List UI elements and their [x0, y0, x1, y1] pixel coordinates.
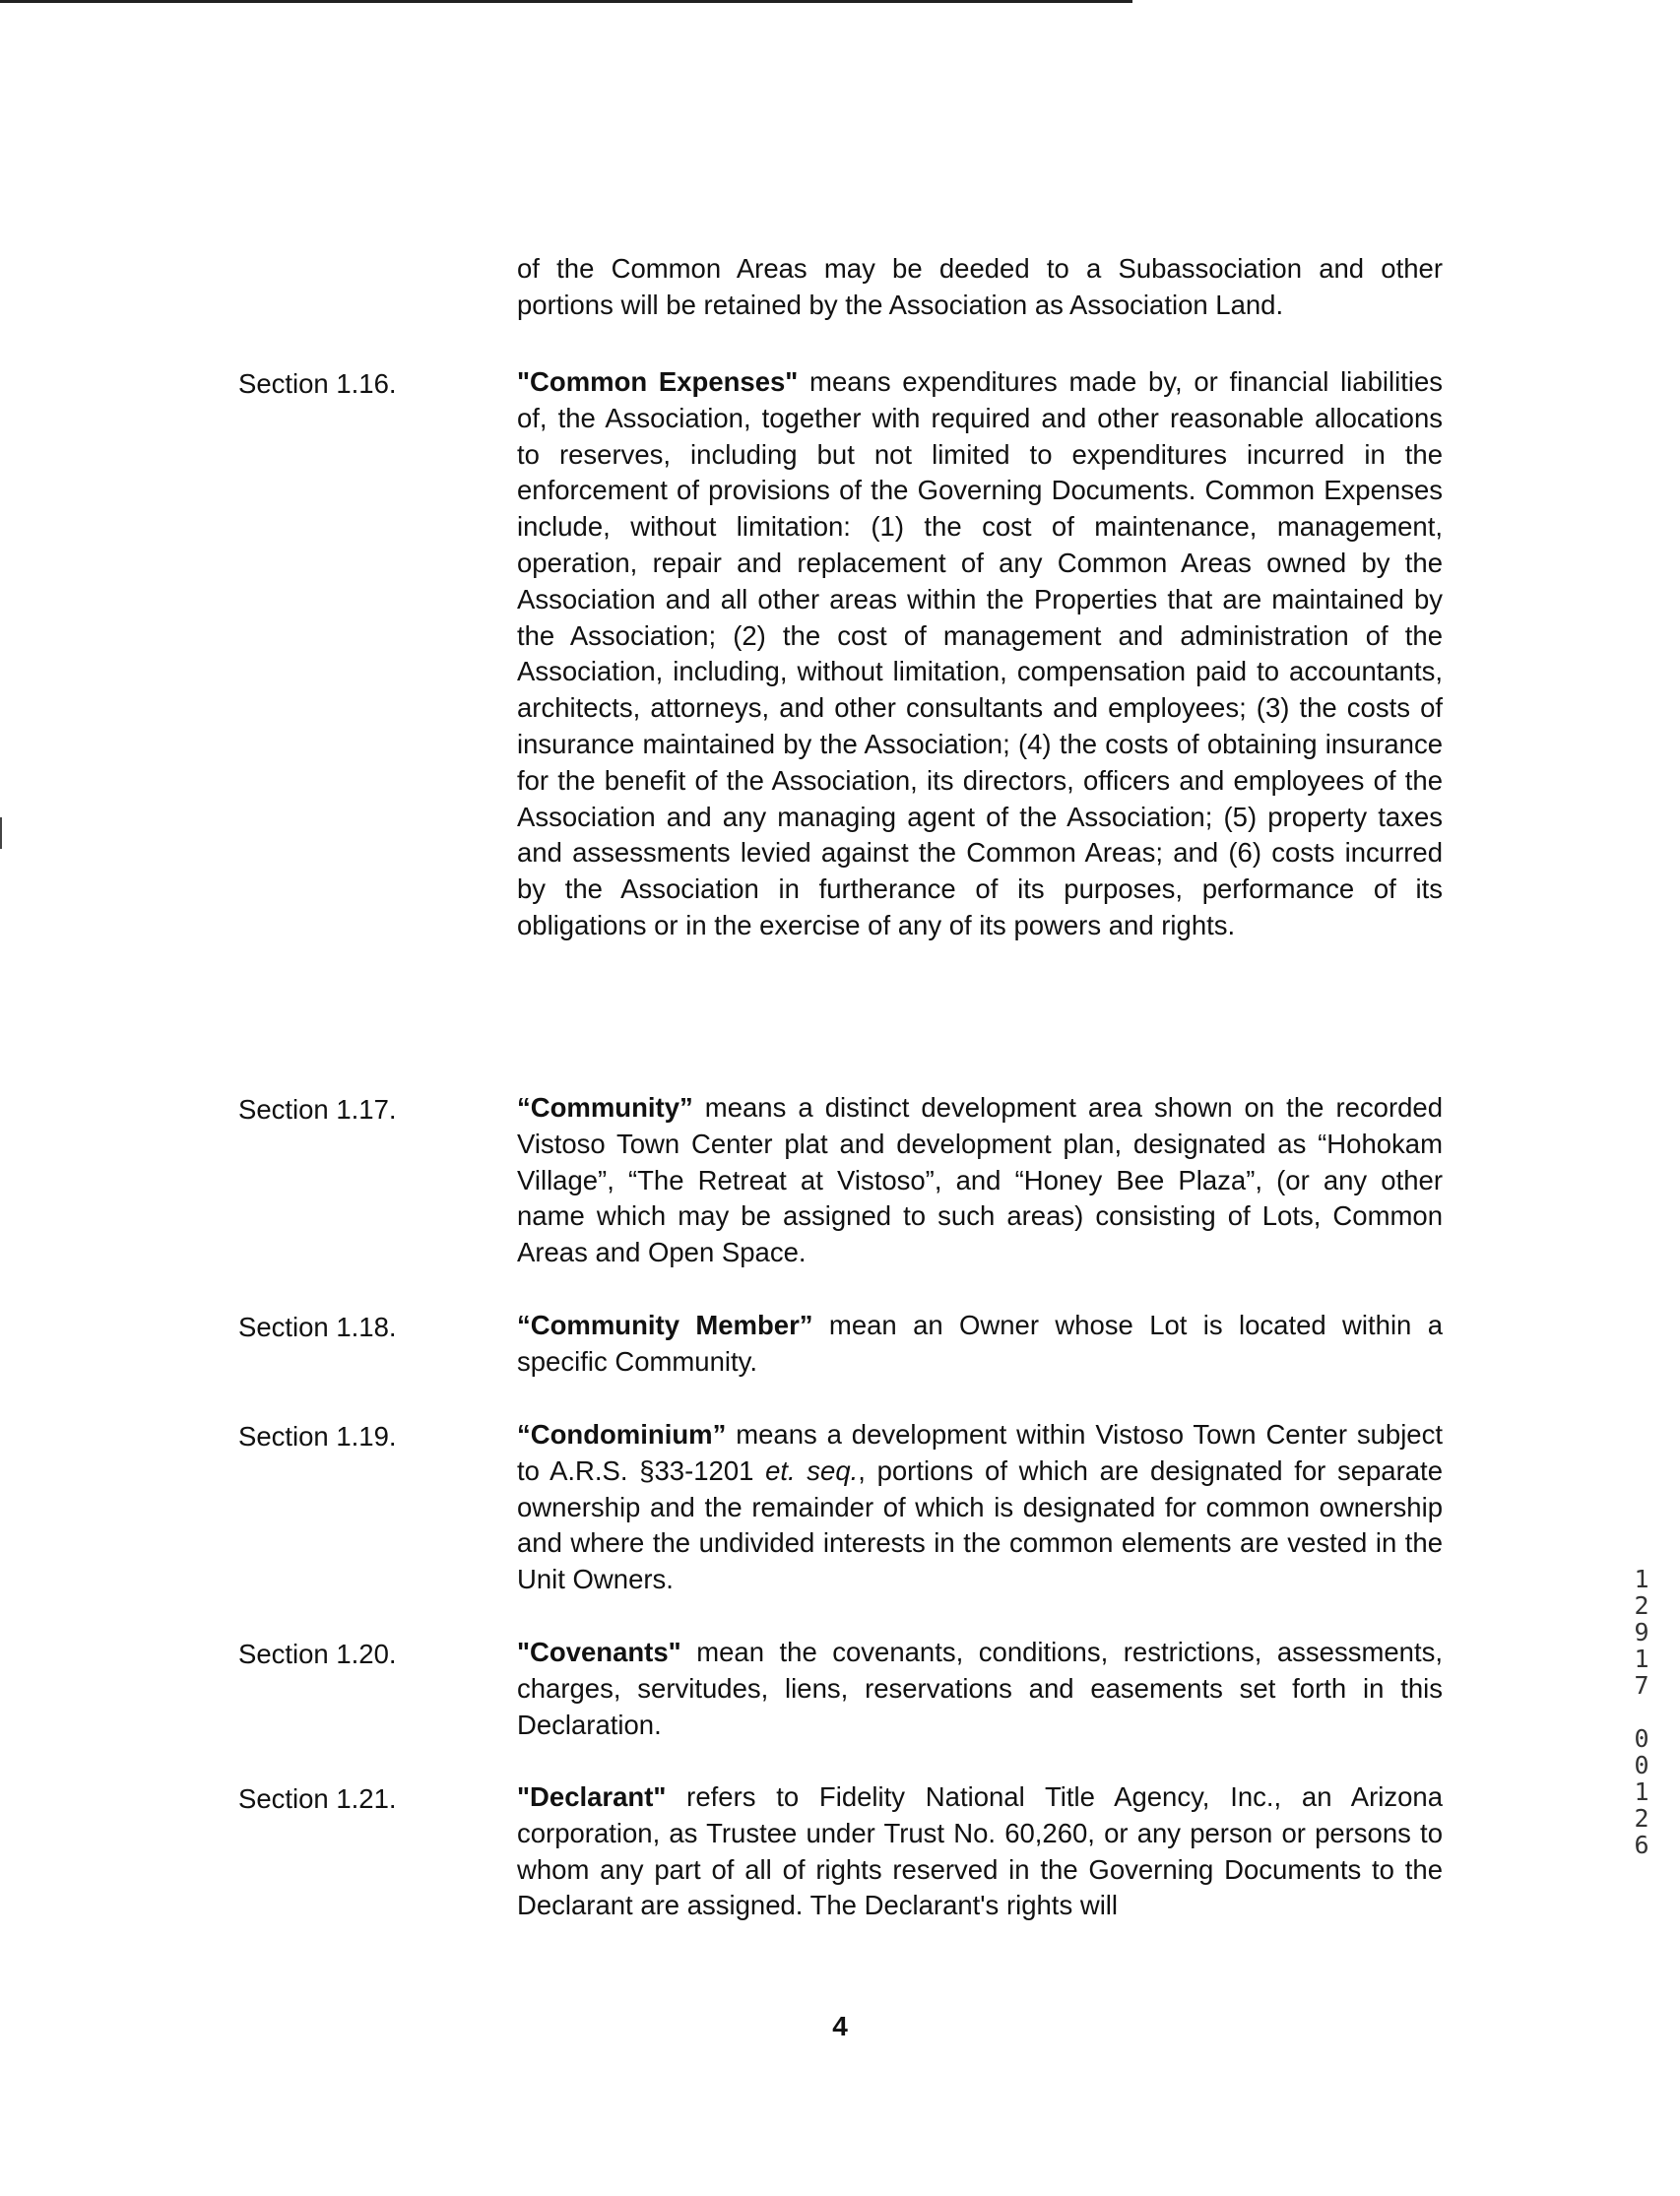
scan-top-border [0, 0, 1132, 3]
section-label-1-16: Section 1.16. [238, 368, 397, 399]
section-body-1-20 [517, 1635, 1443, 1743]
defined-term: “Community Member” [517, 1310, 813, 1340]
definition-text: mean the covenants, conditions, restrictions, assessments, charges, servitudes, liens, reservations and easements set forth in this Declaration. [517, 1637, 1443, 1740]
definition-text: refers to Fidelity National Title Agency, Inc., an Arizona corporation, as Trustee under Trust No. 60,260, or any person or persons to whom any part of all of rights reserved in the Governing Documents to the Declarant are assigned. The Declarant's rights will [517, 1781, 1443, 1921]
definition-text-continued: , portions of which are designated for separate ownership and the remainder of which is designated for common ownership and where the undivided interests in the common elements are vested in the Unit Owners. [517, 1454, 1443, 1595]
definition-text: mean an Owner whose Lot is located within a specific Community. [517, 1310, 1444, 1377]
section-body-1-19 [517, 1417, 1443, 1598]
defined-term: "Common Expenses" [517, 366, 799, 397]
section-body-1-16 [517, 364, 1443, 944]
defined-term: “Condominium” [517, 1419, 727, 1450]
definition-text: means a development within Vistoso Town Center subject to A.R.S. §33-1201 [517, 1419, 1443, 1486]
section-label-1-21: Section 1.21. [238, 1783, 397, 1814]
section-body-1-21 [517, 1779, 1443, 1924]
section-body-1-18 [517, 1308, 1443, 1381]
defined-term: “Community” [517, 1092, 693, 1123]
definition-text: means a distinct development area shown on the recorded Vistoso Town Center plat and development plan, designated as “Hohokam Village”, “The Retreat at Vistoso”, and “Honey Bee Plaza”, (or any other name which may be assigned to such areas) consisting of Lots, Common Areas and Open Space. [517, 1092, 1443, 1268]
section-label-1-17: Section 1.17. [238, 1094, 397, 1125]
section-label-1-18: Section 1.18. [238, 1312, 397, 1342]
page-number: 4 [832, 2011, 848, 2041]
scan-edge-mark [0, 817, 2, 849]
recording-stamp: 1 2 9 1 7 0 0 1 2 6 [1634, 1565, 1649, 1859]
section-label-1-19: Section 1.19. [238, 1421, 397, 1452]
definition-text: means expenditures made by, or financial liabilities of, the Association, together with required and other reasonable allocations to reserves, including but not limited to expenditures incurred in the enforcement of provisions of the Governing Documents. Common Expenses include, without limitation: (1) the cost of maintenance, management, operation, repair and replacement of any Common Areas owned by the Association and all other areas within the Properties that are maintained by the Association; (2) the cost of management and administration of the Association, including, without limitation, compensation paid to accountants, architects, attorneys, and other consultants and employees; (3) the costs of insurance maintained by the Association; (4) the costs of obtaining insurance for the benefit of the Association, its directors, officers and employees of the Association and any managing agent of the Association; (5) property taxes and assessments levied against the Common Areas; and (6) costs incurred by the Association in furtherance of its purposes, performance of its obligations or in the exercise of any of its powers and rights. [517, 366, 1443, 940]
section-label-1-20: Section 1.20. [238, 1639, 397, 1669]
continuation-paragraph: of the Common Areas may be deeded to a Subassociation and other portions will be retained by the Association as Association Land. [517, 253, 1443, 320]
section-body-1-17 [517, 1090, 1443, 1271]
defined-term: "Declarant" [517, 1781, 667, 1812]
defined-term: "Covenants" [517, 1637, 681, 1667]
latin-citation: et. seq. [765, 1454, 859, 1486]
